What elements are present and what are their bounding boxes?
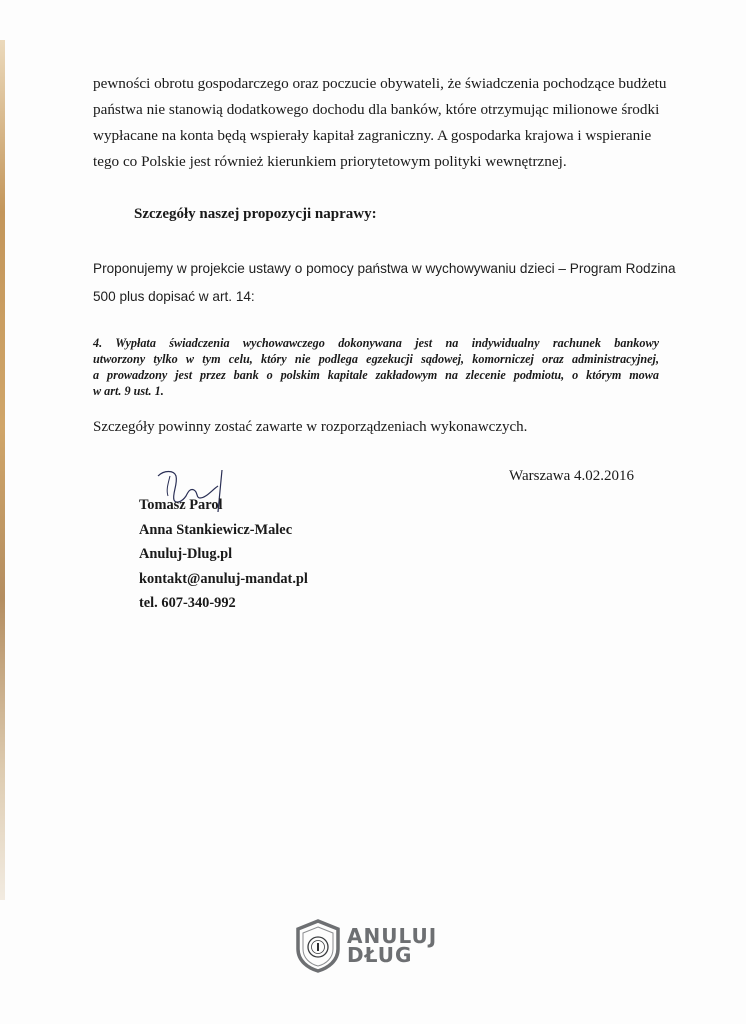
section-heading: Szczegóły naszej propozycji naprawy: bbox=[134, 206, 377, 222]
proposal-line: 500 plus dopisać w art. 14: bbox=[93, 289, 255, 304]
intro-line: państwa nie stanowią dodatkowego dochodu dla banków, które otrzymując milionowe środki bbox=[93, 101, 660, 118]
proposal-paragraph bbox=[93, 255, 676, 311]
details-note: Szczegóły powinny zostać zawarte w rozporządzeniach wykonawczych. bbox=[93, 419, 528, 435]
intro-line: wypłacane na konta będą wspierały kapitał zagraniczny. A gospodarka krajowa i wspieranie bbox=[93, 127, 652, 144]
intro-line: pewności obrotu gospodarczego oraz poczucie obywateli, że świadczenia pochodzące budżetu bbox=[93, 75, 667, 92]
logo-line-2: DŁUG bbox=[347, 943, 413, 967]
logo-wordmark bbox=[347, 924, 438, 967]
signature-block bbox=[139, 493, 308, 616]
article-line: utworzony tylko w tym celu, który nie podlega egzekucji sądowej, komorniczej oraz administracyjnej, bbox=[93, 352, 659, 366]
article-line: a prowadzony jest przez bank o polskim kapitale zakładowym na zlecenie podmiotu, o którym mowa bbox=[93, 368, 659, 382]
page-edge-shadow bbox=[0, 40, 5, 900]
logo-line-1: ANULUJ bbox=[347, 924, 438, 948]
anuluj-dlug-logo bbox=[295, 919, 437, 973]
phone: tel. 607-340-992 bbox=[139, 595, 236, 611]
signatory-name: Anna Stankiewicz-Malec bbox=[139, 521, 293, 538]
intro-paragraph bbox=[93, 71, 667, 175]
website: Anuluj-Dlug.pl bbox=[139, 546, 233, 562]
intro-line: tego co Polskie jest również kierunkiem priorytetowym polityki wewnętrznej. bbox=[93, 153, 567, 170]
email: kontakt@anuluj-mandat.pl bbox=[139, 570, 308, 587]
article-line: 4. Wypłata świadczenia wychowawczego dokonywana jest na indywidualny rachunek bankowy bbox=[93, 336, 659, 350]
place-date: Warszawa 4.02.2016 bbox=[509, 468, 635, 484]
article-quote bbox=[93, 335, 659, 399]
shield-seal-icon bbox=[295, 919, 341, 973]
proposal-line: Proponujemy w projekcie ustawy o pomocy państwa w wychowywaniu dzieci – Program Rodzina bbox=[93, 261, 676, 276]
signatory-name: Tomasz Parol bbox=[139, 497, 223, 513]
article-line: w art. 9 ust. 1. bbox=[93, 384, 164, 398]
